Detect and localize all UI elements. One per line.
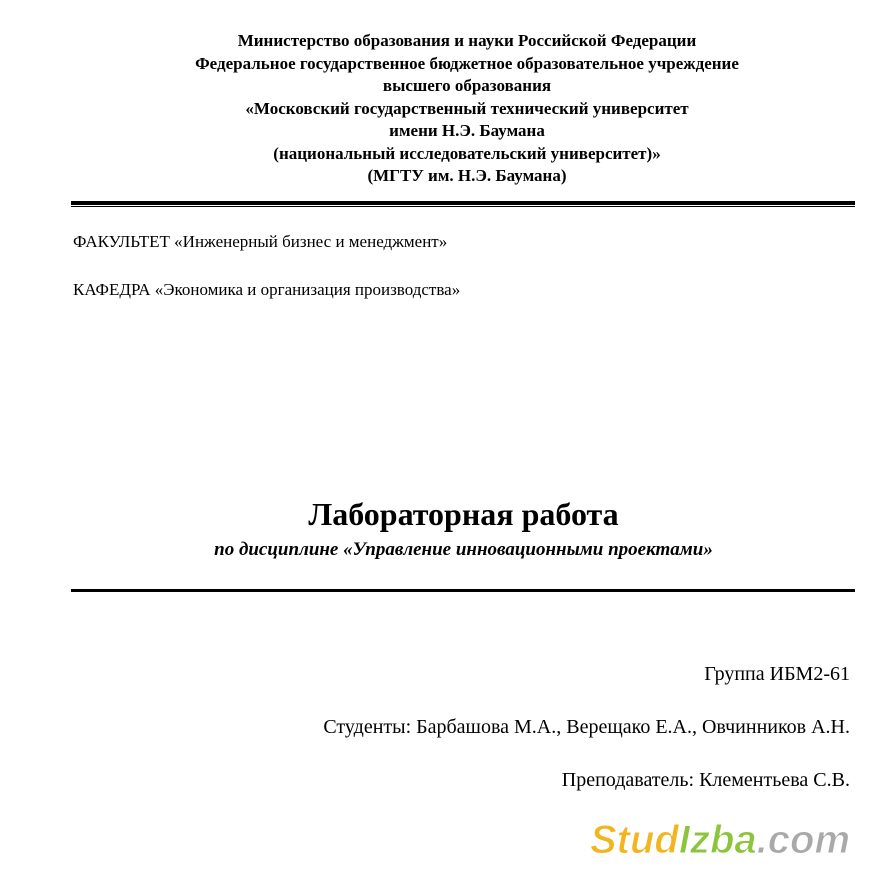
studizba-logo <box>588 813 850 863</box>
department-line: КАФЕДРА «Экономика и организация производства» <box>73 280 461 299</box>
ministry-header <box>72 30 862 188</box>
logo-com: .com <box>756 818 850 862</box>
students-info: Студенты: Барбашова М.А., Верещако Е.А., Овчинников А.Н. <box>323 716 850 738</box>
teacher-info: Преподаватель: Клементьева С.В. <box>561 769 850 791</box>
svg-text:StudIzba.com <box>590 818 850 862</box>
group-info: Группа ИБМ2-61 <box>704 663 850 685</box>
header-line-abbreviation: (МГТУ им. Н.Э. Баумана) <box>367 166 567 185</box>
header-line-research-status: (национальный исследовательский университет)» <box>273 143 661 163</box>
document-subtitle: по дисциплине «Управление инновационными проектами» <box>214 539 713 560</box>
logo-izba: Izba <box>678 818 757 862</box>
header-line-institution-type: Федеральное государственное бюджетное образовательное учреждение <box>195 53 739 73</box>
header-line-university-name: «Московский государственный технический университет <box>245 98 689 118</box>
header-line-named-after: имени Н.Э. Баумана <box>389 121 545 140</box>
document-title: Лабораторная работа <box>308 496 619 532</box>
header-line-education-level: высшего образования <box>382 76 552 95</box>
title-divider <box>71 589 855 592</box>
header-line-ministry: Министерство образования и науки Российской Федерации <box>237 31 697 50</box>
logo-stud: Stud <box>590 818 679 862</box>
faculty-line: ФАКУЛЬТЕТ «Инженерный бизнес и менеджмент» <box>73 232 448 251</box>
header-divider <box>71 201 855 208</box>
